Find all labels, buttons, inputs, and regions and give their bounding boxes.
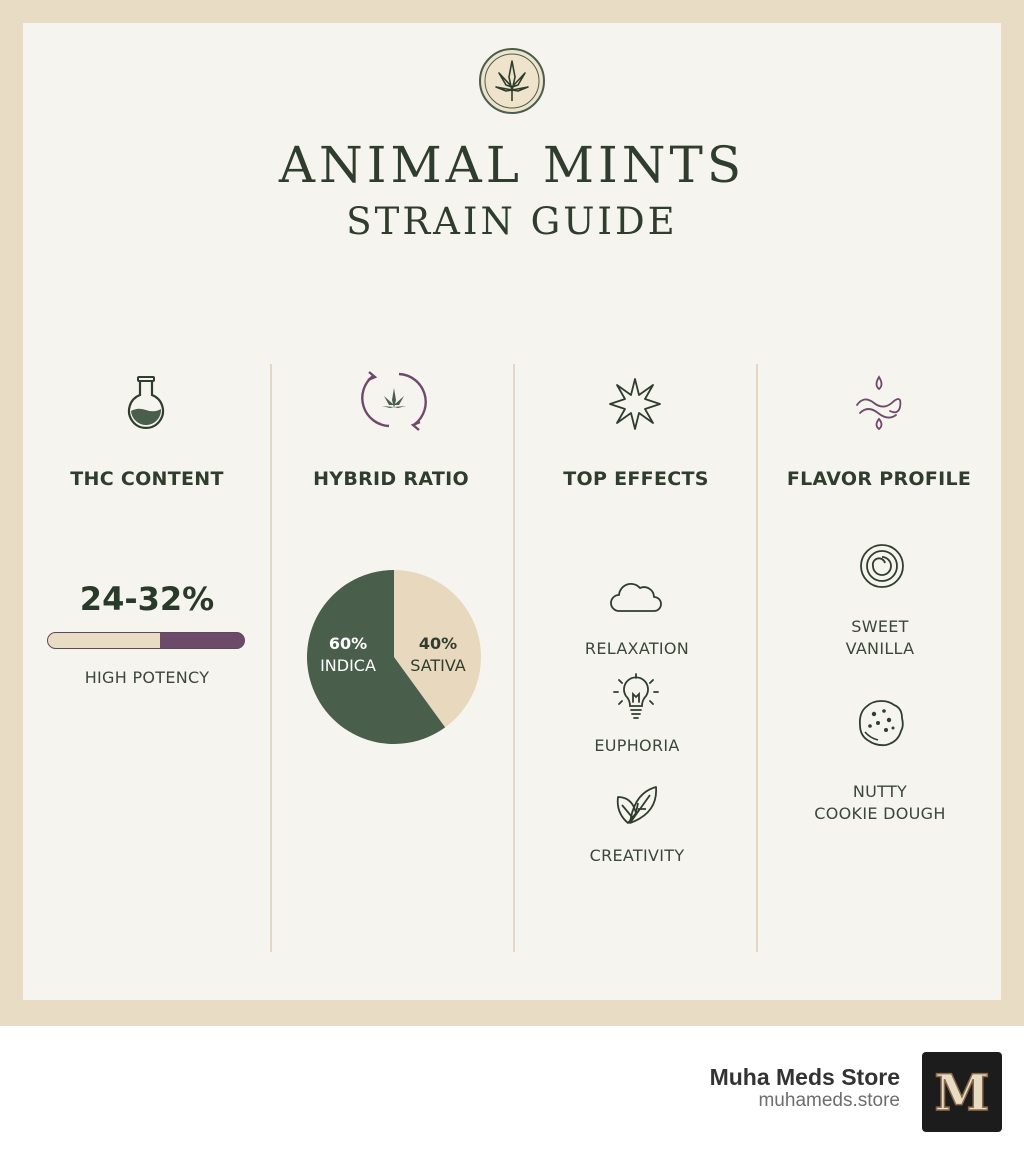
thc-heading: THC CONTENT xyxy=(70,468,224,490)
sativa-pct: 40% xyxy=(418,634,458,653)
sativa-label xyxy=(402,633,474,677)
potency-caption: HIGH POTENCY xyxy=(84,668,210,687)
column-divider xyxy=(270,364,272,952)
flavor-item-2-line1: NUTTY xyxy=(852,782,908,801)
flask-icon xyxy=(124,375,168,431)
swirl-icon xyxy=(859,543,905,589)
potency-bar-fill xyxy=(48,633,160,648)
effects-heading: TOP EFFECTS xyxy=(563,468,709,490)
svg-text:M: M xyxy=(934,1063,990,1122)
flavor-heading: FLAVOR PROFILE xyxy=(786,468,972,490)
flavor-item-2 xyxy=(759,781,1001,825)
page-subtitle: STRAIN GUIDE xyxy=(346,200,678,243)
sativa-name: SATIVA xyxy=(410,656,466,675)
effect-label-creativity: CREATIVITY xyxy=(589,846,685,865)
indica-label xyxy=(312,633,384,677)
flavor-item-1-line2: VANILLA xyxy=(845,639,915,658)
ratio-heading: HYBRID RATIO xyxy=(313,468,469,490)
page-title: ANIMAL MINTS xyxy=(278,136,746,194)
indica-pct: 60% xyxy=(328,634,368,653)
cloud-icon xyxy=(609,579,663,615)
flavor-item-1 xyxy=(759,616,1001,660)
effect-label-euphoria: EUPHORIA xyxy=(594,736,680,755)
brand-url[interactable]: muhameds.store xyxy=(758,1090,900,1111)
cycle-leaf-icon xyxy=(355,368,433,434)
drops-swirl-icon xyxy=(854,375,904,431)
effect-label-relaxation: RELAXATION xyxy=(584,639,690,658)
leaf-icon xyxy=(612,783,660,827)
thc-value: 24-32% xyxy=(79,580,215,618)
potency-bar xyxy=(47,632,245,649)
flavor-item-2-line2: COOKIE DOUGH xyxy=(814,804,946,823)
cookie-icon xyxy=(856,698,906,748)
monogram-logo-icon xyxy=(922,1052,1002,1132)
brand-name[interactable]: Muha Meds Store xyxy=(709,1064,900,1090)
lightbulb-icon xyxy=(611,672,661,724)
flavor-item-1-line1: SWEET xyxy=(851,617,909,636)
ratio-pie-chart xyxy=(306,569,482,749)
column-divider xyxy=(513,364,515,952)
cannabis-leaf-badge-icon xyxy=(478,47,546,115)
indica-name: INDICA xyxy=(320,656,376,675)
brand-logo[interactable] xyxy=(922,1052,1002,1132)
starburst-icon xyxy=(608,377,662,431)
